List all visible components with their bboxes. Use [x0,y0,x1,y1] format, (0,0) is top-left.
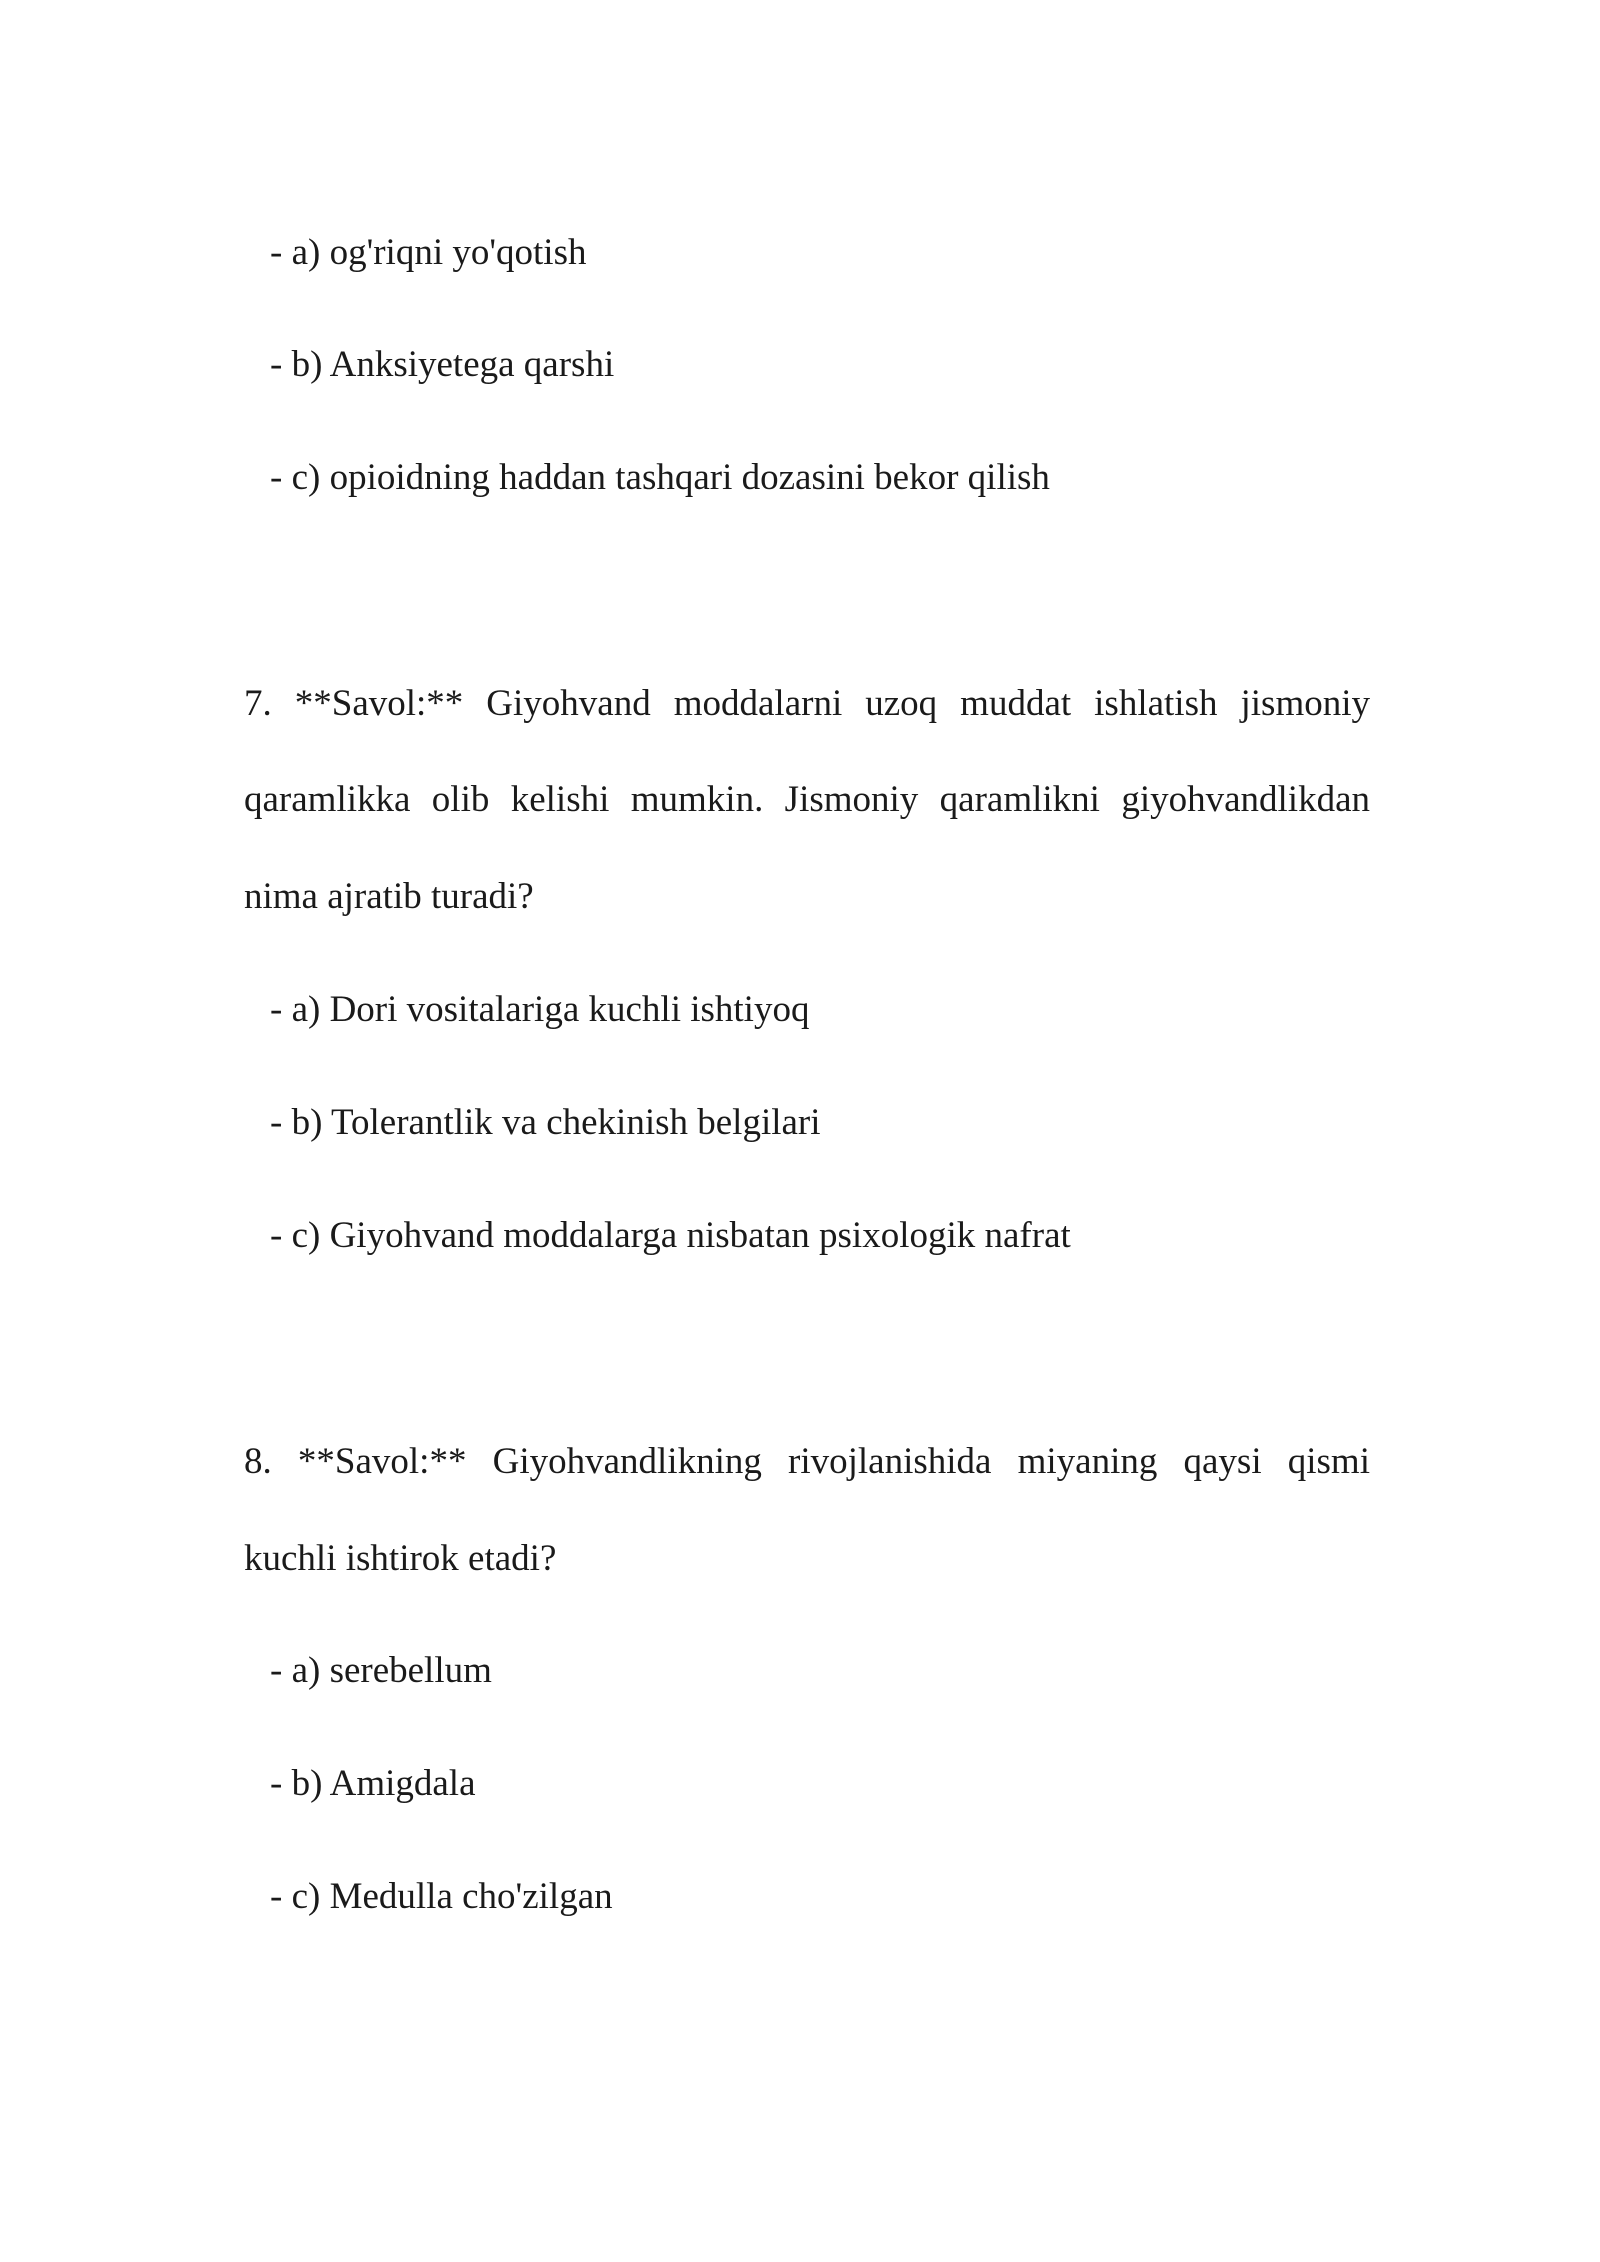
option-c: - c) opioidning haddan tashqari dozasini bekor qilish [270,457,1050,498]
question-8-line-2: kuchli ishtirok etadi? [244,1538,557,1579]
question-7-line-3: nima ajratib turadi? [244,876,534,917]
option-a: - a) og'riqni yo'qotish [270,232,587,273]
question-7-option-b: - b) Tolerantlik va chekinish belgilari [270,1102,821,1143]
question-7-option-c: - c) Giyohvand moddalarga nisbatan psixologik nafrat [270,1215,1071,1256]
question-7-line-1: 7. **Savol:** Giyohvand moddalarni uzoq muddat ishlatish jismoniy [244,683,1370,724]
question-8-option-c: - c) Medulla cho'zilgan [270,1876,613,1917]
question-8-line-1: 8. **Savol:** Giyohvandlikning rivojlanishida miyaning qaysi qismi [244,1441,1370,1482]
question-7-line-2: qaramlikka olib kelishi mumkin. Jismoniy qaramlikni giyohvandlikdan [244,779,1370,820]
question-7-option-a: - a) Dori vositalariga kuchli ishtiyoq [270,989,810,1030]
option-b: - b) Anksiyetega qarshi [270,344,615,385]
question-8-option-a: - a) serebellum [270,1650,492,1691]
question-8-option-b: - b) Amigdala [270,1763,476,1804]
